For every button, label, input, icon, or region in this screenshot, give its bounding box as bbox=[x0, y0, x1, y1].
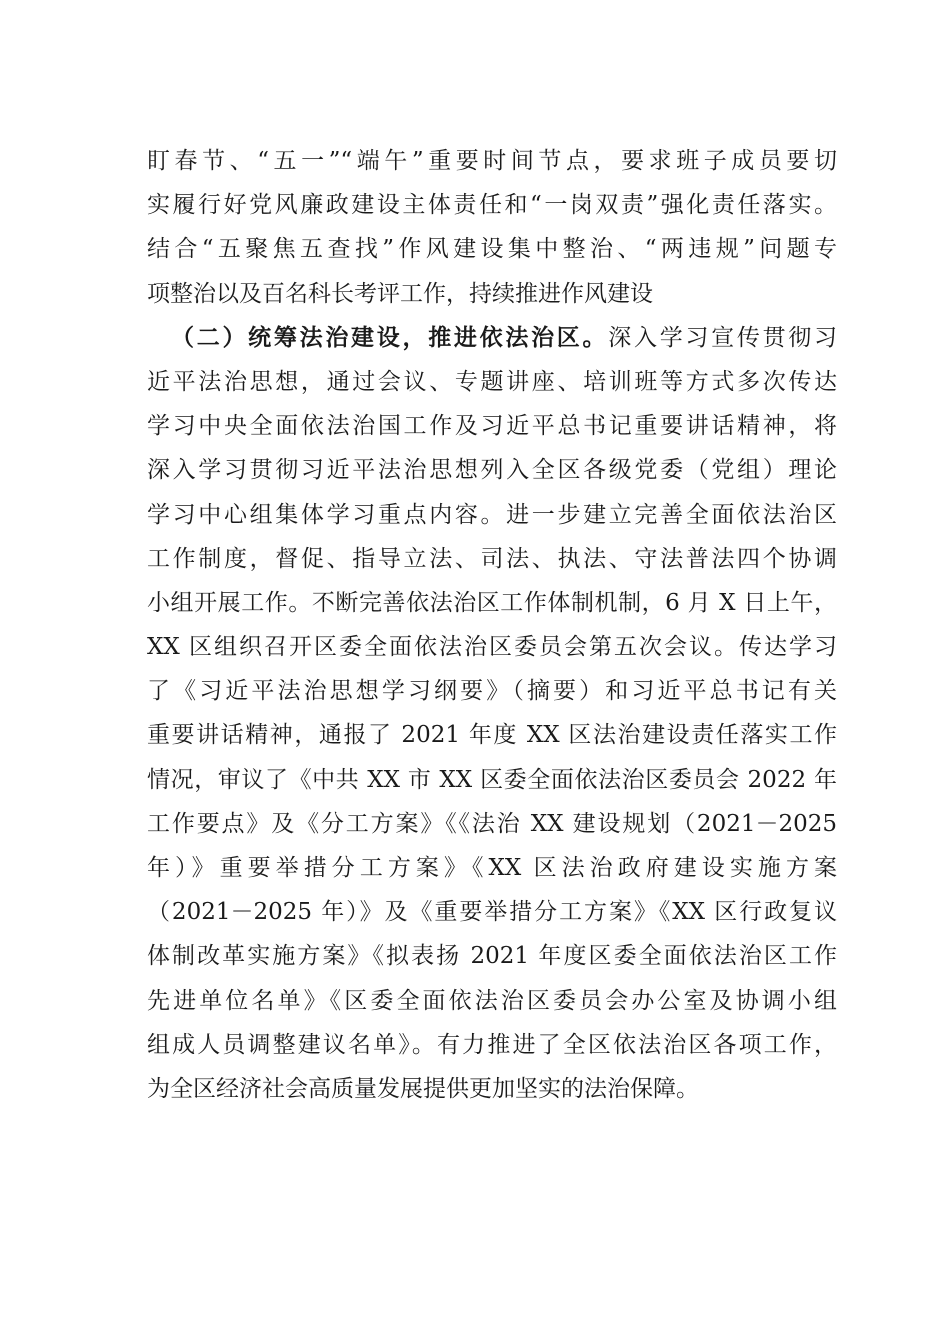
text-line: 了《习近平法治思想学习纲要》（摘要）和习近平总书记有关 bbox=[147, 678, 837, 705]
text-line: 学习中央全面依法治国工作及习近平总书记重要讲话精神，将 bbox=[147, 413, 837, 440]
text-line: 先进单位名单》《区委全面依法治区委员会办公室及协调小组 bbox=[147, 987, 837, 1014]
text-line-first bbox=[147, 316, 837, 360]
text-run: 深入学习宣传贯彻习 bbox=[608, 324, 838, 351]
text-line: 为全区经济社会高质量发展提供更加坚实的法治保障。 bbox=[147, 1075, 699, 1102]
text-line: 项整治以及百名科长考评工作，持续推进作风建设 bbox=[147, 280, 653, 307]
paragraph-1 bbox=[147, 139, 837, 316]
text-line: 近平法治思想，通过会议、专题讲座、培训班等方式多次传达 bbox=[147, 368, 837, 395]
text-line: 重要讲话精神，通报了 2021 年度 XX 区法治建设责任落实工作 bbox=[147, 722, 837, 749]
text-line: 结合“五聚焦五查找”作风建设集中整治、“两违规”问题专 bbox=[147, 236, 837, 263]
document-body bbox=[147, 139, 837, 1111]
text-line: 工作制度，督促、指导立法、司法、执法、守法普法四个协调 bbox=[147, 545, 837, 572]
text-line: （2021－2025 年）》及《重要举措分工方案》《XX 区行政复议 bbox=[147, 899, 837, 926]
text-line: 情况，审议了《中共 XX 市 XX 区委全面依法治区委员会 2022 年 bbox=[147, 766, 837, 793]
text-line: 盯春节、“五一”“端午”重要时间节点，要求班子成员要切 bbox=[147, 148, 837, 174]
text-line: 工作要点》及《分工方案》《《法治 XX 建设规划（2021－2025 bbox=[147, 810, 837, 837]
text-line: 实履行好党风廉政建设主体责任和“一岗双责”强化责任落实。 bbox=[147, 192, 837, 219]
paragraph-2 bbox=[147, 316, 837, 1111]
text-line: 深入学习贯彻习近平法治思想列入全区各级党委（党组）理论 bbox=[147, 457, 837, 484]
text-line: 体制改革实施方案》《拟表扬 2021 年度区委全面依法治区工作 bbox=[147, 943, 837, 970]
text-line: 组成人员调整建议名单》。有力推进了全区依法治区各项工作， bbox=[147, 1031, 837, 1058]
text-line: XX 区组织召开区委全面依法治区委员会第五次会议。传达学习 bbox=[147, 634, 837, 661]
section-heading: （二）统筹法治建设，推进依法治区。 bbox=[171, 323, 609, 351]
text-line: 学习中心组集体学习重点内容。进一步建立完善全面依法治区 bbox=[147, 501, 837, 528]
text-line: 年）》重要举措分工方案》《XX 区法治政府建设实施方案 bbox=[147, 855, 837, 881]
text-line: 小组开展工作。不断完善依法治区工作体制机制，6 月 X 日上午， bbox=[147, 589, 837, 616]
